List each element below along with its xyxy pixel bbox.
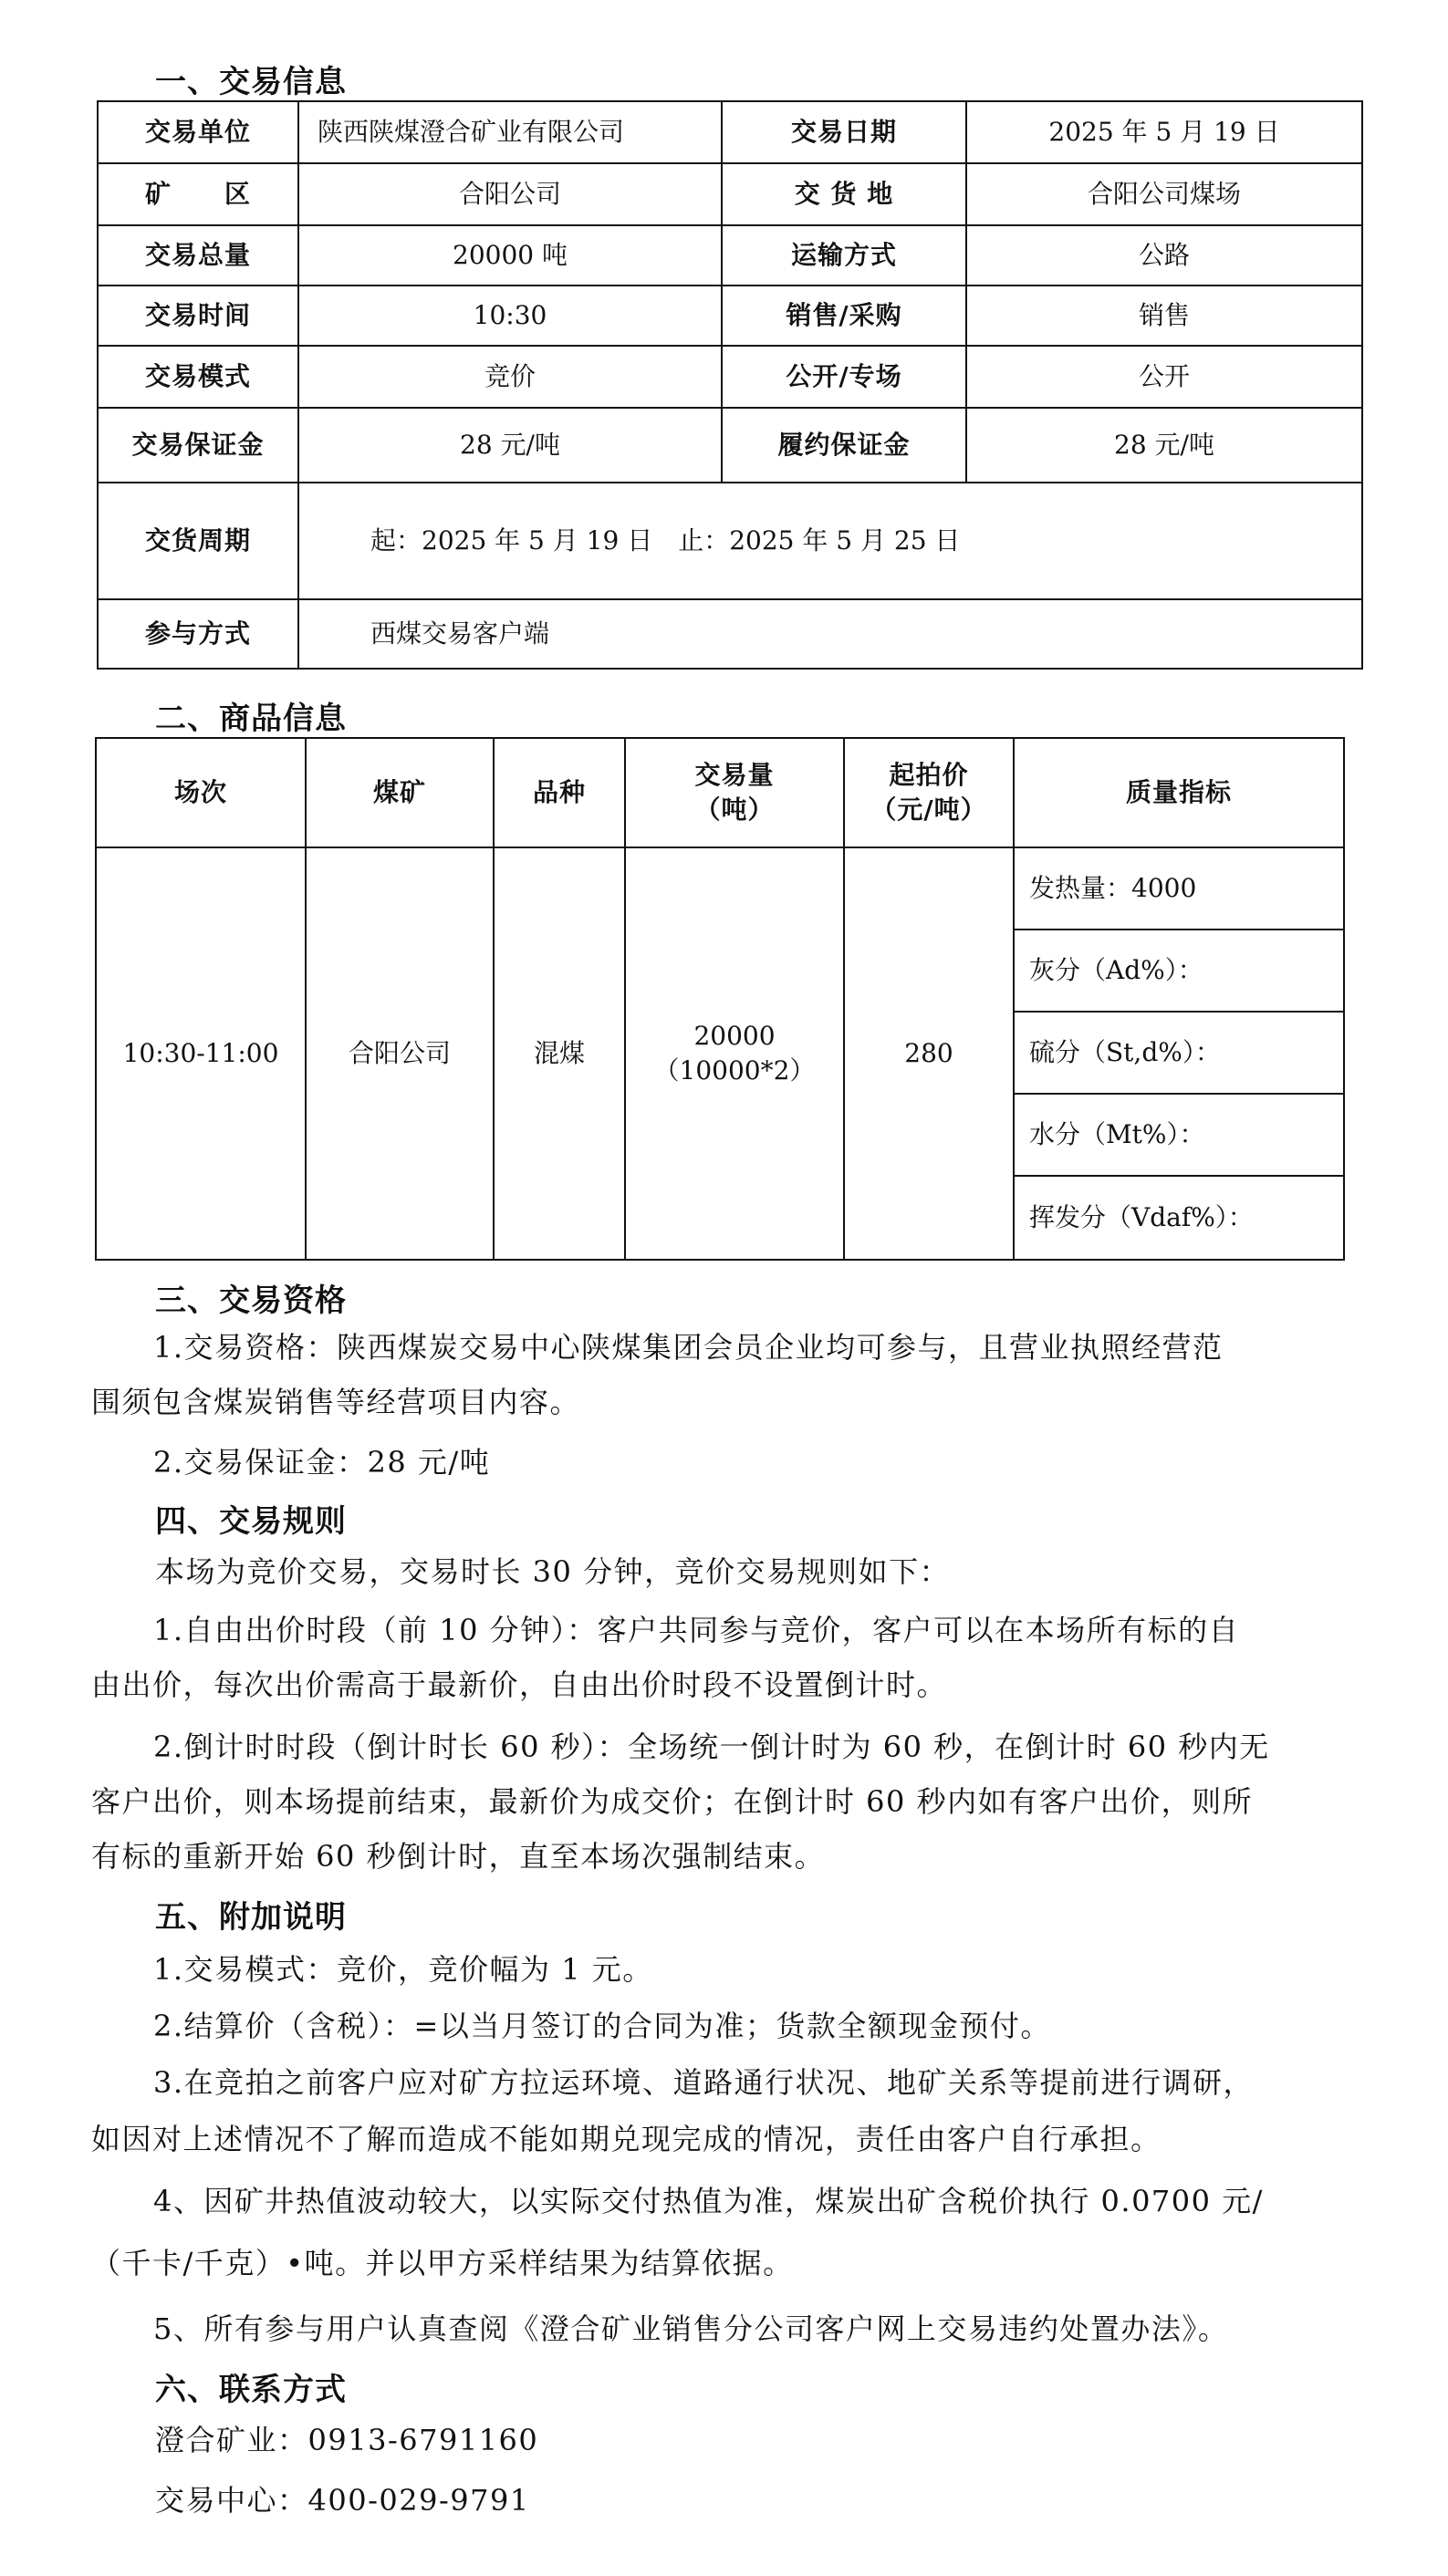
section-title-contact: 六、联系方式 — [155, 2372, 347, 2408]
value-performance-deposit: 28 元/吨 — [966, 408, 1362, 483]
trade-info-row — [98, 483, 1362, 599]
qualification-line-1b: 围须包含煤炭销售等经营项目内容。 — [91, 1385, 581, 1419]
value-trade-date: 2025 年 5 月 19 日 — [966, 101, 1362, 163]
value-trade-mode: 竞价 — [298, 346, 722, 408]
label-performance-deposit: 履约保证金 — [722, 408, 966, 483]
label-sale-purchase: 销售/采购 — [722, 286, 966, 346]
note-3b: 如因对上述情况不了解而造成不能如期兑现完成的情况，责任由客户自行承担。 — [91, 2122, 1162, 2156]
value-sale-purchase: 销售 — [966, 286, 1362, 346]
label-mine-area: 矿 区 — [98, 163, 298, 225]
label-participation: 参与方式 — [98, 599, 298, 669]
value-variety: 混煤 — [494, 847, 625, 1260]
value-delivery-period: 起：2025 年 5 月 19 日 止：2025 年 5 月 25 日 — [298, 483, 1362, 599]
trade-info-table — [97, 100, 1363, 670]
quality-calorific: 发热量：4000 — [1014, 847, 1344, 930]
note-5: 5、所有参与用户认真查阅《澄合矿业销售分公司客户网上交易违约处置办法》。 — [153, 2311, 1229, 2346]
quality-ash: 灰分（Ad%）： — [1014, 930, 1344, 1012]
value-volume: 20000 （10000*2） — [625, 847, 844, 1260]
value-trade-time: 10:30 — [298, 286, 722, 346]
rules-countdown-a: 2.倒计时时段（倒计时长 60 秒）：全场统一倒计时为 60 秒，在倒计时 60 秒内无 — [153, 1729, 1270, 1764]
trade-info-row — [98, 286, 1362, 346]
quality-volatile: 挥发分（Vdaf%）： — [1014, 1176, 1344, 1260]
value-session: 10:30-11:00 — [96, 847, 306, 1260]
label-trade-mode: 交易模式 — [98, 346, 298, 408]
qualification-deposit: 2.交易保证金：28 元/吨 — [153, 1445, 491, 1480]
section-title-rules: 四、交易规则 — [155, 1503, 347, 1540]
qualification-line-1a: 1.交易资格：陕西煤炭交易中心陕煤集团会员企业均可参与，且营业执照经营范 — [153, 1330, 1224, 1365]
rules-countdown-c: 有标的重新开始 60 秒倒计时，直至本场次强制结束。 — [91, 1839, 826, 1874]
label-trade-date: 交易日期 — [722, 101, 966, 163]
note-3a: 3.在竞拍之前客户应对矿方拉运环境、道路通行状况、地矿关系等提前进行调研， — [153, 2065, 1255, 2100]
value-trade-deposit: 28 元/吨 — [298, 408, 722, 483]
rules-free-bid-b: 由出价，每次出价需高于最新价，自由出价时段不设置倒计时。 — [91, 1667, 948, 1702]
value-transport: 公路 — [966, 225, 1362, 286]
quality-sulfur: 硫分（St,d%）： — [1014, 1012, 1344, 1094]
trade-info-row — [98, 346, 1362, 408]
trade-info-row — [98, 599, 1362, 669]
header-session: 场次 — [96, 738, 306, 847]
label-trade-deposit: 交易保证金 — [98, 408, 298, 483]
section-title-notes: 五、附加说明 — [155, 1899, 347, 1936]
trade-info-row — [98, 408, 1362, 483]
rules-intro: 本场为竞价交易，交易时长 30 分钟，竞价交易规则如下： — [155, 1554, 951, 1589]
header-variety: 品种 — [494, 738, 625, 847]
label-public-private: 公开/专场 — [722, 346, 966, 408]
contact-chenghe: 澄合矿业：0913-6791160 — [155, 2423, 539, 2457]
header-start-price: 起拍价 （元/吨） — [844, 738, 1014, 847]
value-mine: 合阳公司 — [306, 847, 494, 1260]
label-delivery-place: 交 货 地 — [722, 163, 966, 225]
value-total-volume: 20000 吨 — [298, 225, 722, 286]
trade-info-row — [98, 101, 1362, 163]
label-trade-unit: 交易单位 — [98, 101, 298, 163]
rules-free-bid-a: 1.自由出价时段（前 10 分钟）：客户共同参与竞价，客户可以在本场所有标的自 — [153, 1613, 1240, 1647]
header-quality: 质量指标 — [1014, 738, 1344, 847]
value-delivery-place: 合阳公司煤场 — [966, 163, 1362, 225]
trade-info-row — [98, 225, 1362, 286]
value-participation: 西煤交易客户端 — [298, 599, 1362, 669]
note-4b: （千卡/千克）•吨。并以甲方采样结果为结算依据。 — [91, 2246, 794, 2280]
value-mine-area: 合阳公司 — [298, 163, 722, 225]
header-volume: 交易量 （吨） — [625, 738, 844, 847]
label-total-volume: 交易总量 — [98, 225, 298, 286]
goods-header-row — [96, 738, 1344, 847]
section-title-qualification: 三、交易资格 — [155, 1283, 347, 1319]
note-2: 2.结算价（含税）：=以当月签订的合同为准；货款全额现金预付。 — [153, 2009, 1051, 2043]
section-title-goods-info: 二、商品信息 — [155, 701, 347, 737]
header-mine: 煤矿 — [306, 738, 494, 847]
value-trade-unit: 陕西陕煤澄合矿业有限公司 — [298, 101, 722, 163]
value-public-private: 公开 — [966, 346, 1362, 408]
value-start-price: 280 — [844, 847, 1014, 1260]
rules-countdown-b: 客户出价，则本场提前结束，最新价为成交价；在倒计时 60 秒内如有客户出价，则所 — [91, 1784, 1254, 1819]
note-4a: 4、因矿井热值波动较大，以实际交付热值为准，煤炭出矿含税价执行 0.0700 元/ — [153, 2184, 1264, 2218]
goods-table — [95, 737, 1345, 1261]
goods-row — [96, 847, 1344, 930]
label-transport: 运输方式 — [722, 225, 966, 286]
contact-trade-center: 交易中心：400-029-9791 — [155, 2483, 530, 2518]
trade-info-row — [98, 163, 1362, 225]
section-title-trade-info: 一、交易信息 — [155, 64, 347, 100]
label-trade-time: 交易时间 — [98, 286, 298, 346]
quality-moisture: 水分（Mt%）： — [1014, 1094, 1344, 1176]
note-1: 1.交易模式：竞价，竞价幅为 1 元。 — [153, 1952, 653, 1987]
label-delivery-period: 交货周期 — [98, 483, 298, 599]
